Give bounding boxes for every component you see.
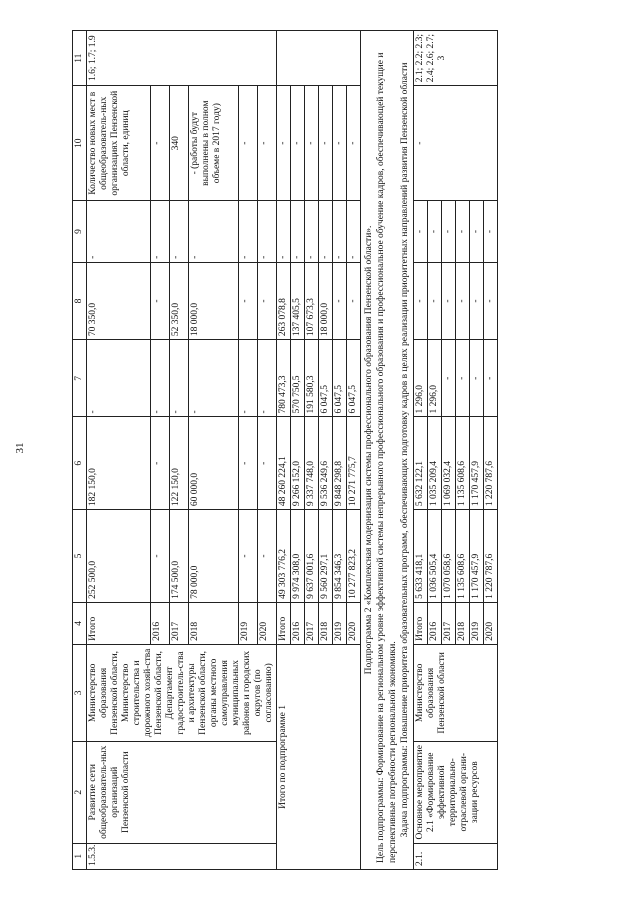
- regional-value: 9 266 152,0: [291, 417, 305, 510]
- federal-value: -: [257, 340, 276, 417]
- row-number: 2.1.: [414, 843, 498, 869]
- program-table: [72, 30, 498, 870]
- total-value: -: [151, 510, 170, 603]
- total-value: 10 277 823,2: [347, 510, 361, 603]
- federal-value: 191 580,3: [305, 340, 319, 417]
- regional-value: 1 135 608,6: [456, 417, 470, 510]
- federal-value: -: [87, 340, 151, 417]
- col-number: 7: [73, 340, 87, 417]
- indicator: -: [305, 86, 319, 201]
- other-value: -: [414, 201, 428, 263]
- regional-value: -: [257, 417, 276, 510]
- indicator: -: [291, 86, 305, 201]
- indicator: Количество новых мест в общеобразователь-ных организациях Пензенской области, единиц: [87, 86, 151, 201]
- local-value: -: [428, 262, 442, 339]
- year: Итого: [414, 602, 428, 644]
- other-value: -: [189, 201, 238, 263]
- year: 2020: [347, 602, 361, 644]
- col-number: 5: [73, 510, 87, 603]
- total-value: 49 303 776,2: [277, 510, 291, 603]
- subprogram-total-label: Итого по подпрограмме 1: [277, 644, 361, 869]
- col-number: 6: [73, 417, 87, 510]
- regional-value: 1 220 787,6: [484, 417, 498, 510]
- regional-value: 1 170 457,9: [470, 417, 484, 510]
- federal-value: -: [484, 340, 498, 417]
- total-value: 252 500,0: [87, 510, 151, 603]
- other-value: -: [456, 201, 470, 263]
- other-value: -: [442, 201, 456, 263]
- federal-value: 6 047,5: [347, 340, 361, 417]
- local-value: 70 350,0: [87, 262, 151, 339]
- total-value: 1 135 608,6: [456, 510, 470, 603]
- total-value: 9 974 308,0: [291, 510, 305, 603]
- local-value: -: [484, 262, 498, 339]
- subprogram-2-title: Подпрограмма 2 «Комплексная модернизация системы профессионального образования Пензенской области».: [364, 225, 374, 675]
- year: 2019: [238, 602, 257, 644]
- year: Итого: [87, 602, 151, 644]
- federal-value: -: [189, 340, 238, 417]
- subprogram-header-row: [361, 31, 414, 870]
- federal-value: -: [456, 340, 470, 417]
- other-value: -: [291, 201, 305, 263]
- total-value: 9 854 346,3: [333, 510, 347, 603]
- federal-value: -: [170, 340, 189, 417]
- indicator-ref: 1.6; 1.7; 1.9: [87, 31, 277, 86]
- federal-value: -: [238, 340, 257, 417]
- year: 2018: [319, 602, 333, 644]
- total-value: -: [238, 510, 257, 603]
- indicator: -: [414, 86, 498, 201]
- local-value: 18 000,0: [189, 262, 238, 339]
- year: 2017: [170, 602, 189, 644]
- regional-value: 9 848 298,8: [333, 417, 347, 510]
- year: 2017: [305, 602, 319, 644]
- indicator: -: [277, 86, 291, 201]
- local-value: -: [257, 262, 276, 339]
- total-value: 1 070 058,6: [442, 510, 456, 603]
- column-number-row: [73, 31, 87, 870]
- total-value: 1 220 787,6: [484, 510, 498, 603]
- col-number: 10: [73, 86, 87, 201]
- regional-value: 1 035 209,4: [428, 417, 442, 510]
- year: 2019: [333, 602, 347, 644]
- measure-name: Развитие сети общеобразователь-ных организаций Пензенской области: [87, 741, 277, 843]
- year: 2020: [484, 602, 498, 644]
- indicator: -: [319, 86, 333, 201]
- year: 2019: [470, 602, 484, 644]
- indicator-ref: [277, 31, 361, 86]
- regional-value: 10 271 775,7: [347, 417, 361, 510]
- other-value: -: [151, 201, 170, 263]
- local-value: -: [442, 262, 456, 339]
- year: 2020: [257, 602, 276, 644]
- col-number: 8: [73, 262, 87, 339]
- total-value: 174 500,0: [170, 510, 189, 603]
- indicator: - (работы будут выполнены в полном объеме в 2017 году): [189, 86, 238, 201]
- federal-value: 1 296,0: [428, 340, 442, 417]
- col-number: 1: [73, 843, 87, 869]
- year: 2016: [151, 602, 170, 644]
- indicator: -: [151, 86, 170, 201]
- regional-value: 60 000,0: [189, 417, 238, 510]
- other-value: -: [428, 201, 442, 263]
- local-value: 52 350,0: [170, 262, 189, 339]
- col-number: 11: [73, 31, 87, 86]
- indicator-ref: 2.1; 2.2; 2.3; 2.4; 2.6; 2.7; 3: [414, 31, 498, 86]
- other-value: -: [238, 201, 257, 263]
- other-value: -: [305, 201, 319, 263]
- local-value: 18 000,0: [319, 262, 333, 339]
- local-value: -: [470, 262, 484, 339]
- other-value: -: [257, 201, 276, 263]
- federal-value: -: [470, 340, 484, 417]
- regional-value: 48 260 224,1: [277, 417, 291, 510]
- other-value: -: [319, 201, 333, 263]
- regional-value: 1 069 032,4: [442, 417, 456, 510]
- row-number: 1.5.3.: [87, 843, 277, 869]
- col-number: 9: [73, 201, 87, 263]
- total-value: 1 036 505,4: [428, 510, 442, 603]
- other-value: -: [347, 201, 361, 263]
- table-row: [87, 31, 151, 870]
- federal-value: 1 296,0: [414, 340, 428, 417]
- total-value: 78 000,0: [189, 510, 238, 603]
- regional-value: 122 150,0: [170, 417, 189, 510]
- indicator: -: [347, 86, 361, 201]
- federal-value: 6 047,5: [333, 340, 347, 417]
- table-row: [414, 31, 428, 870]
- federal-value: 570 750,5: [291, 340, 305, 417]
- other-value: -: [277, 201, 291, 263]
- total-value: 1 170 457,9: [470, 510, 484, 603]
- local-value: -: [238, 262, 257, 339]
- executor: Министерство образования Пензенской области, Министерство строительства и дорожного хозяй-ства Пензенской области, Департамент градостроитель-ства и архитектуры Пензенской области, органы местного самоуправления муниципальных районов и городских округов (по согласованию): [87, 644, 277, 741]
- other-value: -: [170, 201, 189, 263]
- executor: Министерство образования Пензенской области: [414, 644, 498, 741]
- other-value: -: [87, 201, 151, 263]
- indicator: -: [333, 86, 347, 201]
- other-value: -: [470, 201, 484, 263]
- measure-name: Основное мероприятие 2.1 «Формирование эффективной территориально-отраслевой органи-зации ресурсов: [414, 741, 498, 843]
- indicator: -: [238, 86, 257, 201]
- rotated-table-page: [72, 30, 584, 870]
- other-value: -: [484, 201, 498, 263]
- subprogram-title: [361, 31, 414, 870]
- page-number: 31: [14, 442, 26, 454]
- indicator: -: [257, 86, 276, 201]
- local-value: 137 405,5: [291, 262, 305, 339]
- total-value: 5 633 418,1: [414, 510, 428, 603]
- year: 2018: [189, 602, 238, 644]
- local-value: 107 673,3: [305, 262, 319, 339]
- year: 2016: [291, 602, 305, 644]
- regional-value: 5 632 122,1: [414, 417, 428, 510]
- local-value: -: [333, 262, 347, 339]
- year: 2016: [428, 602, 442, 644]
- col-number: 4: [73, 602, 87, 644]
- other-value: -: [333, 201, 347, 263]
- federal-value: -: [151, 340, 170, 417]
- local-value: -: [414, 262, 428, 339]
- federal-value: 780 473,3: [277, 340, 291, 417]
- local-value: -: [347, 262, 361, 339]
- local-value: -: [456, 262, 470, 339]
- regional-value: 9 337 748,0: [305, 417, 319, 510]
- total-value: 9 560 297,1: [319, 510, 333, 603]
- local-value: -: [151, 262, 170, 339]
- year: 2018: [456, 602, 470, 644]
- regional-value: 182 150,0: [87, 417, 151, 510]
- col-number: 2: [73, 741, 87, 843]
- local-value: 263 078,8: [277, 262, 291, 339]
- regional-value: -: [238, 417, 257, 510]
- federal-value: -: [442, 340, 456, 417]
- regional-value: -: [151, 417, 170, 510]
- federal-value: 6 047,5: [319, 340, 333, 417]
- col-number: 3: [73, 644, 87, 741]
- total-value: -: [257, 510, 276, 603]
- table-row: [277, 31, 291, 870]
- indicator: 340: [170, 86, 189, 201]
- year: 2017: [442, 602, 456, 644]
- regional-value: 9 536 249,6: [319, 417, 333, 510]
- subprogram-goal: Цель подпрограммы: Формирование на региональном уровне эффективной системы непрерывного профессионального образования и профессиональное обучение кадров, обеспечивающей текущие и перспективные потребности региональной экономики.: [376, 52, 398, 863]
- total-value: 9 637 001,6: [305, 510, 319, 603]
- subprogram-task: Задача подпрограммы: Повышение приоритета образовательных программ, обеспечивающих подготовку кадров в целях реализации приоритетных направлений развития Пензенской области: [400, 62, 410, 838]
- year: Итого: [277, 602, 291, 644]
